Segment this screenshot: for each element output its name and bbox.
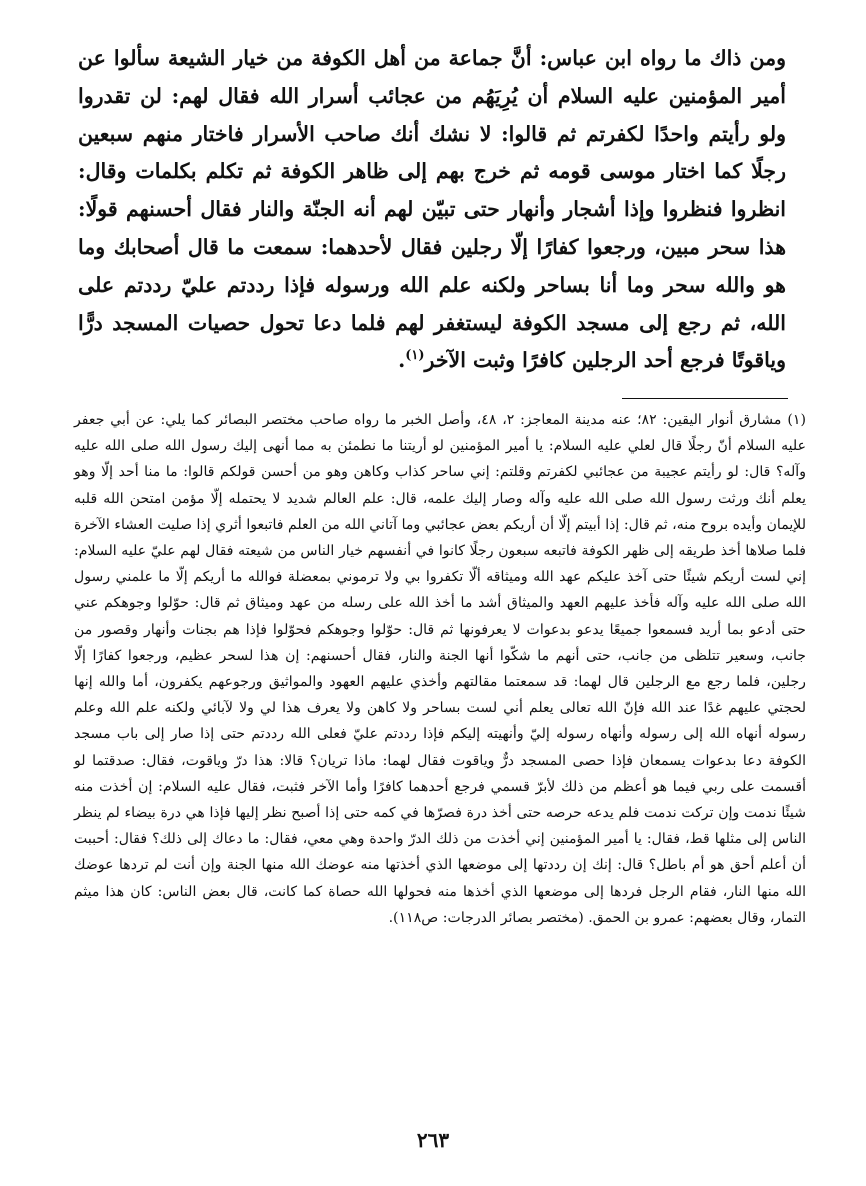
main-paragraph [78,40,786,380]
footnote-text: مشارق أنوار اليقين: ٨٢؛ عنه مدينة المعاجز: ٢، ٤٨، وأصل الخبر ما رواه صاحب مختصر البصائر كما يلي: عن أبي جعفر عليه السلام أنّ رجلًا قال لعلي عليه السلام: يا أمير المؤمنين لو أريتنا ما نطمئن به مما أنهى إليك رسول الله صلى الله عليه وآله؟ قال: لو رأيتم عجيبة من عجائبي لكفرتم وقلتم: إني ساحر كذاب وكاهن وهو من أحسن قولكم قالوا: ما منا أحد إلّا وهو يعلم أنك ورثت رسول الله صلى الله عليه وآله وصار إليك علمه، قال: علم العالم شديد لا يحتمله إلّا مؤمن امتحن الله قلبه للإيمان وأيده بروح منه، ثم قال: إذا أبيتم إلّا أن أريكم بعض عجائبي وما آتاني الله من العلم فاتبعوا أثري إذا صليت العشاء الآخرة فلما صلاها أخذ طريقه إلى ظهر الكوفة فاتبعه سبعون رجلًا كانوا في أنفسهم خيار الناس من شيعته فقال لهم عليّ عليه السلام: إني لست أريكم شيئًا حتى آخذ عليكم عهد الله وميثاقه ألّا تكفروا بي ولا ترموني بمعضلة فوالله ما أريكم إلّا ما علمني رسول الله صلى الله عليه وآله فأخذ عليهم العهد والميثاق أشد ما أخذ الله على رسله من عهد وميثاق ثم قال: حوّلوا وجوهكم عني حتى أدعو بما أريد فسمعوا جميعًا يدعو بدعوات لا يعرفونها ثم قال: حوّلوا وجوهكم فحوّلوا فإذا هم بجنات وأنهار وقصور من جانب، وسعير تتلظى من جانب، حتى أنهم ما شكّوا أنها الجنة والنار، فقال أحسنهم: إن هذا لسحر عظيم، ورجعوا كفارًا إلّا رجلين، فلما رجع مع الرجلين قال لهما: قد سمعتما مقالتهم وأخذي عليهم العهود والمواثيق ورجوعهم يكفرون، أما والله إنها لحجتي عليهم غدًا عند الله فإنّ الله تعالى يعلم أني لست بساحر ولا كاهن ولا يعرف هذا لي ولا لآبائي ولكنه علم الله وعلم رسوله أنهاه الله إلى رسوله وأنهاه رسوله إليّ وأنهيته إليكم فإذا رددتم عليّ فعلى الله رددتم حتى إذا صار إلى باب مسجد الكوفة دعا بدعوات يسمعان فإذا حصى المسجد درٌّ وياقوت فقال لهما: ماذا تريان؟ قالا: هذا درّ وياقوت، فقال: صدقتما لو أقسمت على ربي فيما هو أعظم من ذلك لأبرّ قسمي فرجع أحدهما كافرًا وأما الآخر فثبت، فقال عليه السلام: إن أخذت منه شيئًا ندمت وإن تركت ندمت فلم يدعه حرصه حتى أخذ درة فصرّها في كمه حتى إذا أصبح نظر إليها فإذا هي درة بيضاء لم ينظر الناس إلى مثلها قط، فقال: يا أمير المؤمنين إني أخذت من ذلك الدرّ واحدة وهي معي، فقال: ما دعاك إلى ذلك؟ فقال: أحببت أن أعلم أحق هو أم باطل؟ قال: إنك إن رددتها إلى موضعها الذي أخذتها منه عوضك الله منها الجنة وإن أنت لم تردها عوضك الله منها النار، فقام الرجل فردها إلى موضعها الذي أخذها منه فحولها الله حصاة كما كانت، قال بعض الناس: كان هذا ميثم التمار، وقال بعضهم: عمرو بن الحمق. (مختصر بصائر الدرجات: ص١١٨). [74,412,807,926]
footnote-separator [622,398,788,399]
footnotes-block [74,407,806,931]
main-text-block [78,40,786,380]
main-paragraph-end: . [398,348,406,373]
footnote-number: (١) [787,412,806,428]
main-paragraph-text: ومن ذاك ما رواه ابن عباس: أنَّ جماعة من أهل الكوفة من خيار الشيعة سألوا عن أمير المؤمنين عليه السلام أن يُرِيَهُم من عجائب أسرار الله فقال لهم: لن تقدروا ولو رأيتم واحدًا لكفرتم ثم قالوا: لا نشك أنك صاحب الأسرار فاختار منهم سبعين رجلًا كما اختار موسى قومه ثم خرج بهم إلى ظاهر الكوفة ثم تكلم بكلمات وقال: انظروا فنظروا وإذا أشجار وأنهار حتى تبيّن لهم أنه الجنّة والنار فقال أحسنهم قولًا: هذا سحر مبين، ورجعوا كفارًا إلّا رجلين فقال لأحدهما: سمعت ما قال أصحابك وما هو والله سحر وما أنا بساحر ولكنه علم الله ورسوله فإذا رددتم عليّ رددتم على الله، ثم رجع إلى مسجد الكوفة ليستغفر لهم فلما دعا تحول حصيات المسجد درًّا وياقوتًا فرجع أحد الرجلين كافرًا وثبت الآخر [78,46,786,373]
footnote-reference: (١) [405,348,425,364]
page-number: ٢٦٣ [416,1128,450,1152]
footnote-item [74,407,806,931]
